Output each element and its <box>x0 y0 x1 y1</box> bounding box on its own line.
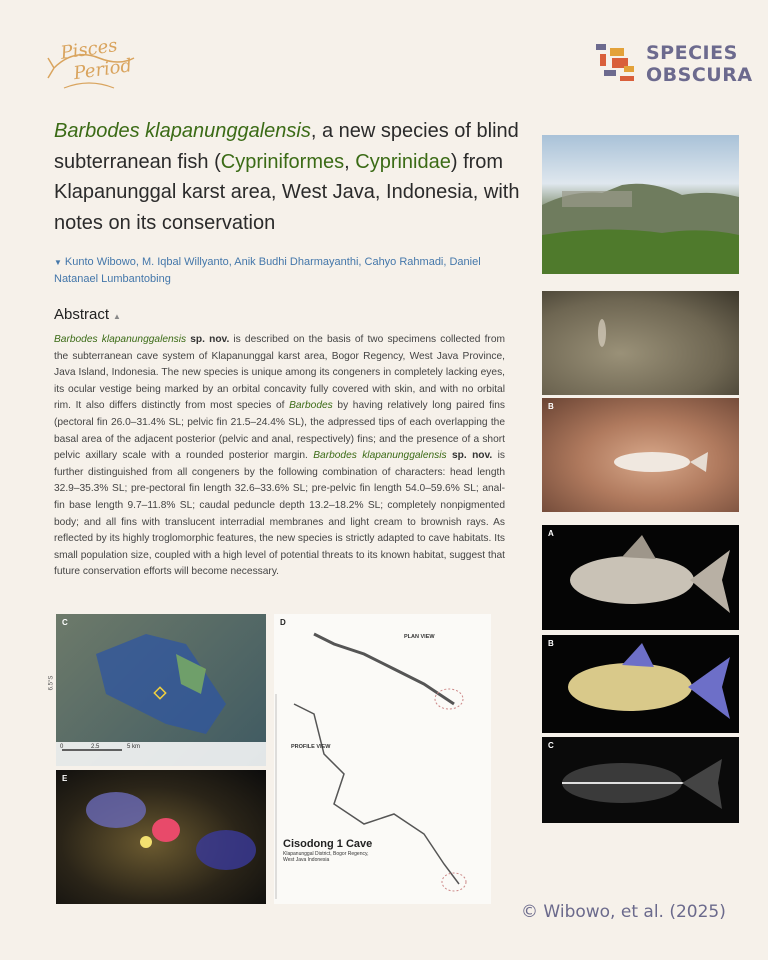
photo-label-a: A <box>548 529 554 538</box>
plan-view-label: PLAN VIEW <box>404 634 435 640</box>
scale-0: 0 <box>60 744 64 750</box>
expand-triangle-icon[interactable]: ▼ <box>54 258 62 267</box>
fish-xray-photo <box>542 737 739 823</box>
photo-label-b2: B <box>548 639 554 648</box>
cave-name-title: Cisodong 1 Cave <box>283 838 373 850</box>
article-title <box>54 116 524 238</box>
image-credit: © Wibowo, et al. (2025) <box>521 902 726 922</box>
panel-label-e: E <box>62 774 68 783</box>
author-list[interactable] <box>54 254 524 288</box>
abstract-genus: Barbodes <box>289 400 333 412</box>
scale-2: 5 km <box>126 744 140 750</box>
photo-label-c2: C <box>548 741 554 750</box>
photo-label-b: B <box>548 402 554 411</box>
scale-1: 2.5 <box>90 744 100 750</box>
pisces-period-logo-text: Pisces Period <box>59 35 134 85</box>
cave-survey-photo <box>56 770 266 904</box>
map-scale <box>60 744 140 750</box>
abstract-heading-text: Abstract <box>54 306 110 323</box>
panel-label-c: C <box>62 618 68 627</box>
title-order: Cypriniformes <box>220 150 345 173</box>
title-text-3: ) from Klapanunggal karst area, West Java, Indonesia, with notes on its conservation <box>54 150 520 234</box>
authors-text[interactable]: Kunto Wibowo, M. Iqbal Willyanto, Anik Budhi Dharmayanthi, Cahyo Rahmadi, Daniel Natanael Lumbantobing <box>54 256 481 285</box>
karst-landscape-photo <box>542 135 739 274</box>
abstract-spnov-1: sp. nov. <box>190 334 230 345</box>
panel-label-d: D <box>280 618 286 627</box>
abstract-sentence-2: by having relatively long paired fins (pectoral fin 26.0–31.4% SL; pelvic fin 21.5–24.4% SL), the adpressed tips of each overlapping the basal area of the adjacent posterior (pelvic and anal, respectively) fins; and the presence of a short pelvic axillary scale with a rounded posterior margin. <box>54 400 505 462</box>
abstract-sentence-1: is described on the basis of two specimens collected from the subterranean cave system of Klapanunggal karst area, Bogor Regency, West Java Province, Java Island, Indonesia. The new species is unique among its congeners in completely lacking eyes, its ocular vestige being marked by an orbital concavity fully covered with skin, and with no orbital rim. It also differs distinctly from most species of <box>54 334 505 412</box>
abstract-sentence-3: is further distinguished from all congeners by the following combination of characters: head length 32.9–35.3% SL; pre-pectoral fin length 32.6–33.6% SL; pre-pelvic fin length 54.0–59.6% SL; anal-fin base length 9.7–11.8% SL; caudal peduncle depth 13.2–18.2% SL; completely nonpigmented body; and all fins with translucent interradial membranes and light cream to brownish rays. As reflected by its highly troglomorphic features, the new species is strictly adapted to cave habitats. Its small population size, coupled with a high level of potential threats to its known habitat, suggest that future conservation efforts will become necessary. <box>54 450 505 578</box>
lizard-icon <box>594 40 640 86</box>
species-obscura-logo <box>594 40 753 88</box>
abstract-species-2: Barbodes klapanunggalensis <box>313 450 447 462</box>
title-family: Cyprinidae <box>355 150 451 173</box>
cave-location: Klapanunggal District, Bogor Regency, West Java Indonesia <box>283 851 369 863</box>
title-text-2: , <box>344 150 356 173</box>
cave-pool-photo <box>542 291 739 395</box>
title-text-1: , a new species of blind subterranean fish ( <box>54 120 519 173</box>
profile-view-label: PROFILE VIEW <box>291 744 331 750</box>
logo-obscura-text: OBSCURA <box>646 64 753 86</box>
abstract-heading[interactable] <box>54 306 121 323</box>
abstract-body <box>54 332 505 581</box>
abstract-species-1: Barbodes klapanunggalensis <box>54 334 187 345</box>
fish-live-color-photo <box>542 635 739 733</box>
fish-lateral-photo <box>542 525 739 630</box>
logo-species-text: SPECIES <box>646 42 738 64</box>
title-species: Barbodes klapanunggalensis <box>54 120 311 142</box>
collapse-triangle-icon[interactable]: ▲ <box>113 312 121 321</box>
abstract-spnov-2: sp. nov. <box>451 450 493 462</box>
fish-in-hand-photo <box>542 398 739 512</box>
map-panel <box>56 614 266 766</box>
map-latitude-label: 6.5°S <box>48 675 55 691</box>
